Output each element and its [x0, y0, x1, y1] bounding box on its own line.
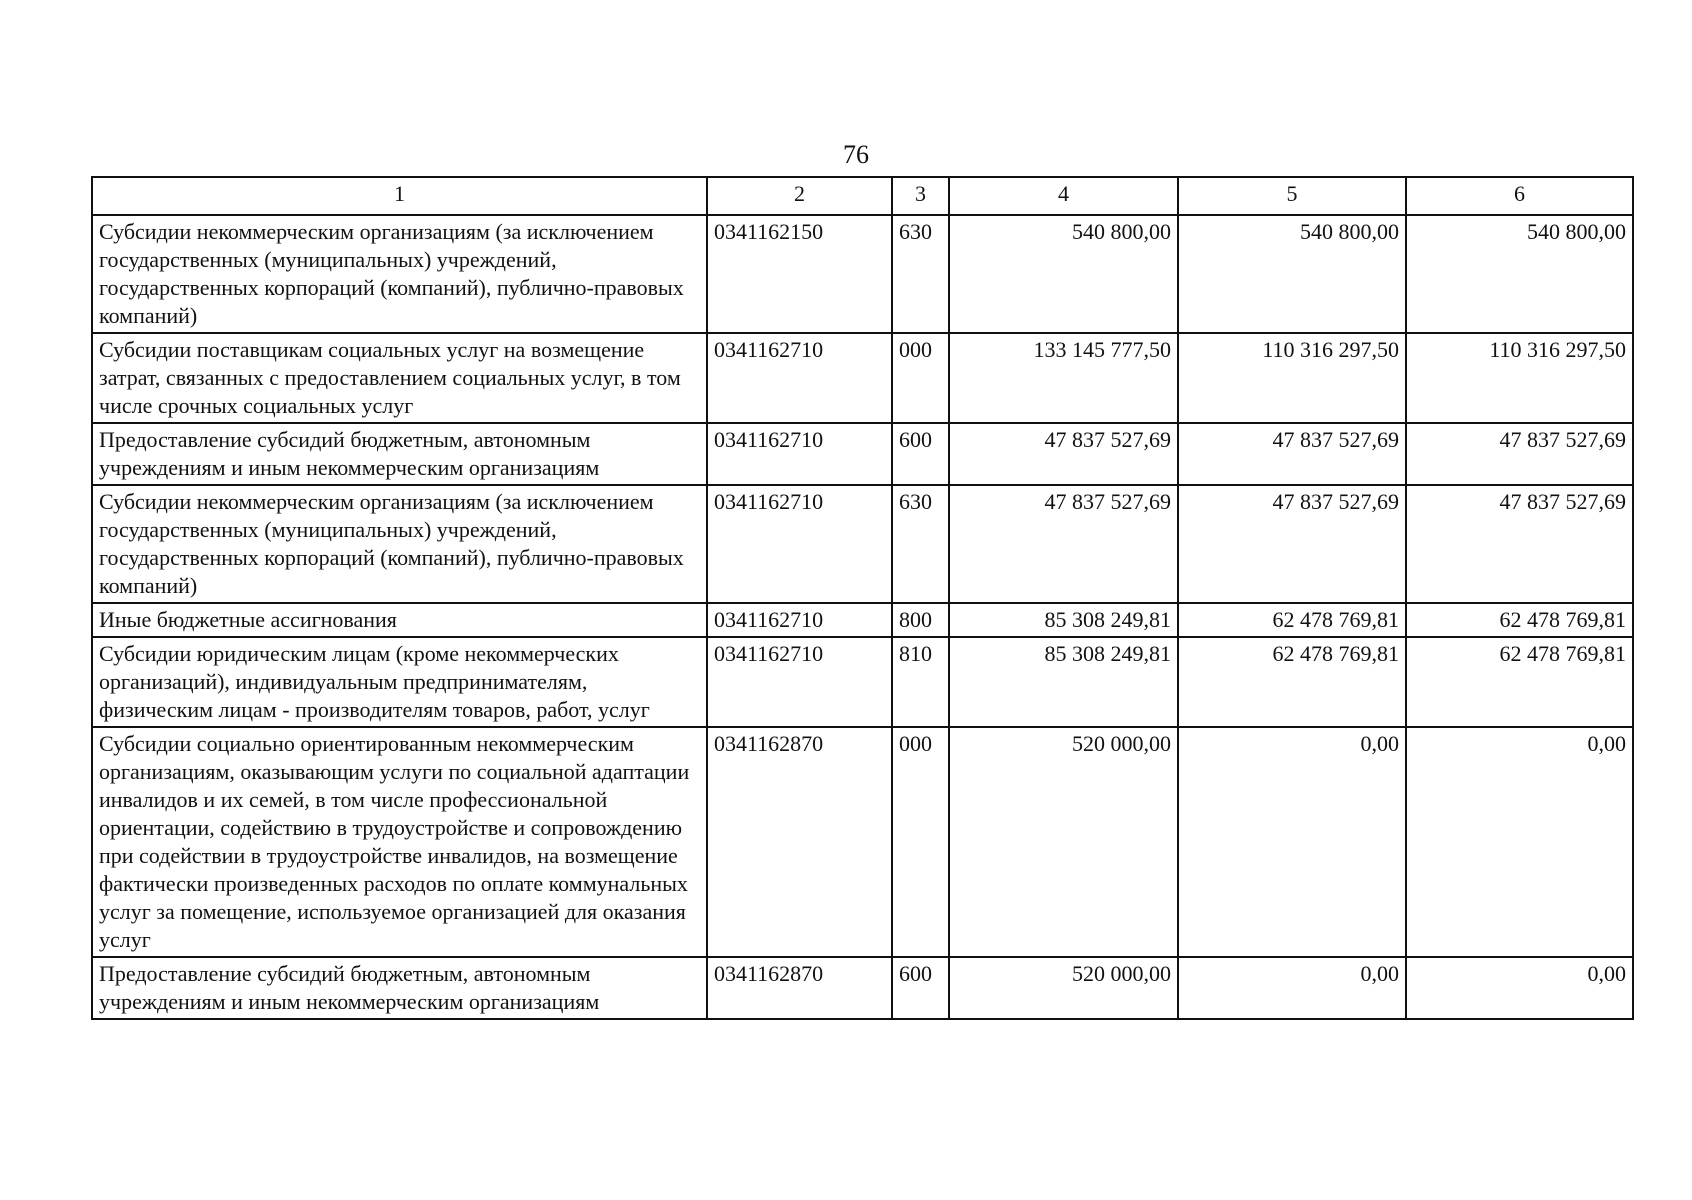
- row-amount-col4: 47 837 527,69: [949, 423, 1178, 485]
- table-row: [92, 333, 1633, 423]
- row-amount-col5: 540 800,00: [1178, 215, 1406, 333]
- row-amount-col5: 47 837 527,69: [1178, 423, 1406, 485]
- row-expense-type: 000: [892, 727, 949, 957]
- row-expense-type: 600: [892, 423, 949, 485]
- row-amount-col4: 85 308 249,81: [949, 637, 1178, 727]
- row-expense-type: 630: [892, 215, 949, 333]
- column-header: 3: [892, 177, 949, 215]
- row-target-code: 0341162710: [707, 637, 892, 727]
- table-row: [92, 637, 1633, 727]
- row-amount-col4: 47 837 527,69: [949, 485, 1178, 603]
- row-expense-type: 810: [892, 637, 949, 727]
- budget-table: [91, 176, 1634, 1020]
- row-target-code: 0341162150: [707, 215, 892, 333]
- row-name: Субсидии поставщикам социальных услуг на возмещение затрат, связанных с предоставлением социальных услуг, в том числе срочных социальных услуг: [92, 333, 707, 423]
- row-amount-col6: 0,00: [1406, 727, 1633, 957]
- row-amount-col5: 110 316 297,50: [1178, 333, 1406, 423]
- row-name: Субсидии некоммерческим организациям (за исключением государственных (муниципальных) учреждений, государственных корпораций (компаний), публично-правовых компаний): [92, 485, 707, 603]
- row-name: Субсидии некоммерческим организациям (за исключением государственных (муниципальных) учреждений, государственных корпораций (компаний), публично-правовых компаний): [92, 215, 707, 333]
- row-target-code: 0341162870: [707, 727, 892, 957]
- row-amount-col4: 540 800,00: [949, 215, 1178, 333]
- table-row: [92, 727, 1633, 957]
- row-amount-col4: 85 308 249,81: [949, 603, 1178, 637]
- row-name: Субсидии социально ориентированным некоммерческим организациям, оказывающим услуги по социальной адаптации инвалидов и их семей, в том числе профессиональной ориентации, содействию в трудоустройстве и сопровождению при содействии в трудоустройстве инвалидов, на возмещение фактически произведенных расходов по оплате коммунальных услуг за помещение, используемое организацией для оказания услуг: [92, 727, 707, 957]
- row-amount-col6: 0,00: [1406, 957, 1633, 1019]
- table-row: [92, 423, 1633, 485]
- row-target-code: 0341162710: [707, 333, 892, 423]
- table-row: [92, 215, 1633, 333]
- table-row: [92, 957, 1633, 1019]
- row-amount-col6: 47 837 527,69: [1406, 485, 1633, 603]
- column-header: 2: [707, 177, 892, 215]
- row-amount-col4: 133 145 777,50: [949, 333, 1178, 423]
- row-amount-col5: 62 478 769,81: [1178, 637, 1406, 727]
- row-expense-type: 800: [892, 603, 949, 637]
- row-amount-col4: 520 000,00: [949, 727, 1178, 957]
- row-name: Иные бюджетные ассигнования: [92, 603, 707, 637]
- row-target-code: 0341162710: [707, 485, 892, 603]
- row-name: Предоставление субсидий бюджетным, автономным учреждениям и иным некоммерческим организациям: [92, 957, 707, 1019]
- page-number: 76: [843, 140, 869, 169]
- column-header: 5: [1178, 177, 1406, 215]
- row-amount-col5: 0,00: [1178, 727, 1406, 957]
- table-row: [92, 485, 1633, 603]
- row-amount-col5: 47 837 527,69: [1178, 485, 1406, 603]
- row-expense-type: 000: [892, 333, 949, 423]
- row-expense-type: 630: [892, 485, 949, 603]
- row-amount-col6: 47 837 527,69: [1406, 423, 1633, 485]
- row-amount-col6: 110 316 297,50: [1406, 333, 1633, 423]
- row-name: Субсидии юридическим лицам (кроме некоммерческих организаций), индивидуальным предпринимателям, физическим лицам - производителям товаров, работ, услуг: [92, 637, 707, 727]
- row-target-code: 0341162710: [707, 423, 892, 485]
- row-target-code: 0341162870: [707, 957, 892, 1019]
- column-header: 4: [949, 177, 1178, 215]
- row-amount-col5: 0,00: [1178, 957, 1406, 1019]
- row-expense-type: 600: [892, 957, 949, 1019]
- row-amount-col6: 540 800,00: [1406, 215, 1633, 333]
- row-name: Предоставление субсидий бюджетным, автономным учреждениям и иным некоммерческим организациям: [92, 423, 707, 485]
- table-header-row: [92, 177, 1633, 215]
- table-row: [92, 603, 1633, 637]
- row-target-code: 0341162710: [707, 603, 892, 637]
- row-amount-col6: 62 478 769,81: [1406, 637, 1633, 727]
- row-amount-col4: 520 000,00: [949, 957, 1178, 1019]
- row-amount-col6: 62 478 769,81: [1406, 603, 1633, 637]
- column-header: 6: [1406, 177, 1633, 215]
- column-header: 1: [92, 177, 707, 215]
- row-amount-col5: 62 478 769,81: [1178, 603, 1406, 637]
